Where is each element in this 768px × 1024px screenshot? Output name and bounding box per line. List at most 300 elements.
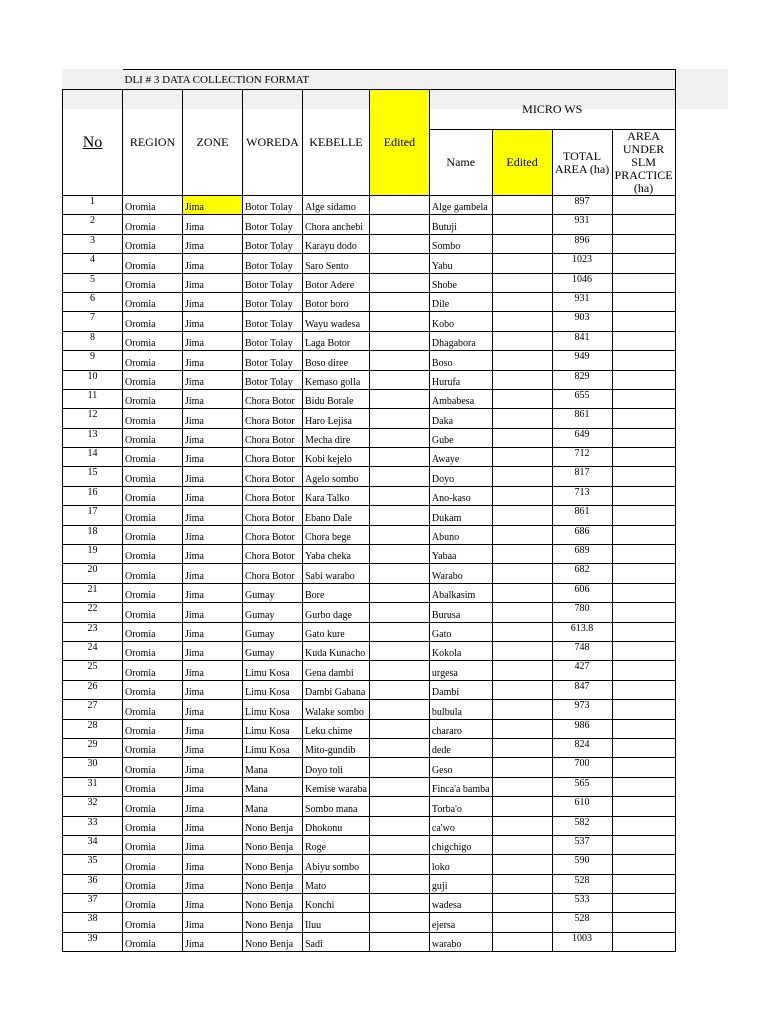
- zone-cell: Jima: [183, 855, 243, 874]
- area-slm-cell: [612, 913, 675, 932]
- total-area-cell: 533: [552, 894, 612, 913]
- region-cell: Oromia: [123, 525, 183, 544]
- kebelle-cell: Wayu wadesa: [303, 312, 370, 331]
- kebelle-cell: Kemaso golla: [303, 370, 370, 389]
- edited-cell: [369, 545, 429, 564]
- region-cell: Oromia: [123, 196, 183, 215]
- row-number: 35: [63, 855, 123, 874]
- table-row: [63, 545, 676, 564]
- micro-ws-name-cell: Dile: [429, 292, 492, 311]
- area-slm-cell: [612, 855, 675, 874]
- region-cell: Oromia: [123, 758, 183, 777]
- woreda-cell: Botor Tolay: [243, 234, 303, 253]
- region-cell: Oromia: [123, 603, 183, 622]
- table-row: [63, 797, 676, 816]
- edited-2-cell: [492, 273, 552, 292]
- data-collection-table: [62, 69, 676, 952]
- edited-2-cell: [492, 913, 552, 932]
- woreda-cell: Mana: [243, 797, 303, 816]
- edited-cell: [369, 331, 429, 350]
- row-number: 16: [63, 486, 123, 505]
- edited-2-cell: [492, 700, 552, 719]
- edited-cell: [369, 351, 429, 370]
- row-number: 9: [63, 351, 123, 370]
- region-cell: Oromia: [123, 389, 183, 408]
- region-cell: Oromia: [123, 874, 183, 893]
- edited-cell: [369, 894, 429, 913]
- edited-2-cell: [492, 874, 552, 893]
- row-number: 18: [63, 525, 123, 544]
- kebelle-cell: Ebano Dale: [303, 506, 370, 525]
- woreda-cell: Botor Tolay: [243, 215, 303, 234]
- area-slm-cell: [612, 835, 675, 854]
- kebelle-cell: Laga Botor: [303, 331, 370, 350]
- edited-2-cell: [492, 428, 552, 447]
- region-cell: Oromia: [123, 719, 183, 738]
- row-number: 11: [63, 389, 123, 408]
- edited-cell: [369, 428, 429, 447]
- micro-ws-name-cell: chigchigo: [429, 835, 492, 854]
- micro-ws-name-cell: Gato: [429, 622, 492, 641]
- zone-cell: Jima: [183, 583, 243, 602]
- header-edited: Edited: [369, 90, 429, 196]
- region-cell: Oromia: [123, 448, 183, 467]
- edited-2-cell: [492, 797, 552, 816]
- row-number: 22: [63, 603, 123, 622]
- total-area-cell: 824: [552, 738, 612, 757]
- total-area-cell: 590: [552, 855, 612, 874]
- region-cell: Oromia: [123, 641, 183, 660]
- edited-2-cell: [492, 583, 552, 602]
- row-number: 31: [63, 777, 123, 796]
- woreda-cell: Chora Botor: [243, 428, 303, 447]
- edited-cell: [369, 603, 429, 622]
- row-number: 38: [63, 913, 123, 932]
- kebelle-cell: Yaba cheka: [303, 545, 370, 564]
- table-row: [63, 389, 676, 408]
- woreda-cell: Gumay: [243, 622, 303, 641]
- kebelle-cell: Kemise waraba: [303, 777, 370, 796]
- micro-ws-name-cell: warabo: [429, 932, 492, 951]
- row-number: 8: [63, 331, 123, 350]
- woreda-cell: Limu Kosa: [243, 738, 303, 757]
- zone-cell: Jima: [183, 486, 243, 505]
- edited-2-cell: [492, 603, 552, 622]
- micro-ws-name-cell: Ano-kaso: [429, 486, 492, 505]
- kebelle-cell: Sabi warabo: [303, 564, 370, 583]
- area-slm-cell: [612, 196, 675, 215]
- zone-cell: Jima: [183, 603, 243, 622]
- kebelle-cell: Kobi kejelo: [303, 448, 370, 467]
- micro-ws-name-cell: Sombo: [429, 234, 492, 253]
- row-number: 10: [63, 370, 123, 389]
- micro-ws-name-cell: wadesa: [429, 894, 492, 913]
- zone-cell: Jima: [183, 932, 243, 951]
- edited-cell: [369, 797, 429, 816]
- kebelle-cell: Gato kure: [303, 622, 370, 641]
- row-number: 3: [63, 234, 123, 253]
- zone-cell: Jima: [183, 622, 243, 641]
- edited-2-cell: [492, 351, 552, 370]
- micro-ws-name-cell: Kobo: [429, 312, 492, 331]
- area-slm-cell: [612, 564, 675, 583]
- region-cell: Oromia: [123, 234, 183, 253]
- area-slm-cell: [612, 486, 675, 505]
- row-number: 27: [63, 700, 123, 719]
- row-number: 4: [63, 254, 123, 273]
- zone-cell: Jima: [183, 758, 243, 777]
- table-row: [63, 215, 676, 234]
- total-area-cell: 847: [552, 680, 612, 699]
- zone-cell: Jima: [183, 196, 243, 215]
- kebelle-cell: Saro Sento: [303, 254, 370, 273]
- header-woreda: WOREDA: [243, 90, 303, 196]
- micro-ws-name-cell: Dukam: [429, 506, 492, 525]
- woreda-cell: Gumay: [243, 603, 303, 622]
- area-slm-cell: [612, 661, 675, 680]
- area-slm-cell: [612, 273, 675, 292]
- edited-cell: [369, 389, 429, 408]
- total-area-cell: 1003: [552, 932, 612, 951]
- woreda-cell: Botor Tolay: [243, 331, 303, 350]
- zone-cell: Jima: [183, 545, 243, 564]
- edited-cell: [369, 506, 429, 525]
- edited-cell: [369, 913, 429, 932]
- table-row: [63, 273, 676, 292]
- edited-cell: [369, 583, 429, 602]
- table-row: [63, 855, 676, 874]
- region-cell: Oromia: [123, 680, 183, 699]
- woreda-cell: Botor Tolay: [243, 196, 303, 215]
- sheet-title: DLI # 3 DATA COLLECTION FORMAT: [123, 70, 676, 90]
- micro-ws-name-cell: Dhagabora: [429, 331, 492, 350]
- woreda-cell: Nono Benja: [243, 816, 303, 835]
- zone-cell: Jima: [183, 816, 243, 835]
- table-row: [63, 254, 676, 273]
- area-slm-cell: [612, 680, 675, 699]
- edited-2-cell: [492, 409, 552, 428]
- total-area-cell: 1023: [552, 254, 612, 273]
- header-area-slm: AREA UNDER SLM PRACTICE (ha): [612, 130, 675, 196]
- zone-cell: Jima: [183, 292, 243, 311]
- total-area-cell: 896: [552, 234, 612, 253]
- region-cell: Oromia: [123, 215, 183, 234]
- row-number: 19: [63, 545, 123, 564]
- table-row: [63, 816, 676, 835]
- row-number: 13: [63, 428, 123, 447]
- woreda-cell: Chora Botor: [243, 448, 303, 467]
- kebelle-cell: Botor boro: [303, 292, 370, 311]
- edited-2-cell: [492, 506, 552, 525]
- table-row: [63, 932, 676, 951]
- region-cell: Oromia: [123, 486, 183, 505]
- edited-2-cell: [492, 894, 552, 913]
- zone-cell: Jima: [183, 894, 243, 913]
- header-region: REGION: [123, 90, 183, 196]
- area-slm-cell: [612, 448, 675, 467]
- row-number: 24: [63, 641, 123, 660]
- area-slm-cell: [612, 777, 675, 796]
- area-slm-cell: [612, 370, 675, 389]
- region-cell: Oromia: [123, 738, 183, 757]
- kebelle-cell: Mato: [303, 874, 370, 893]
- edited-2-cell: [492, 389, 552, 408]
- woreda-cell: Limu Kosa: [243, 680, 303, 699]
- zone-cell: Jima: [183, 273, 243, 292]
- region-cell: Oromia: [123, 292, 183, 311]
- total-area-cell: 537: [552, 835, 612, 854]
- woreda-cell: Botor Tolay: [243, 273, 303, 292]
- header-micro-ws: MICRO WS: [429, 90, 675, 130]
- row-number: 6: [63, 292, 123, 311]
- total-area-cell: 713: [552, 486, 612, 505]
- row-number: 5: [63, 273, 123, 292]
- micro-ws-name-cell: loko: [429, 855, 492, 874]
- zone-cell: Jima: [183, 641, 243, 660]
- edited-2-cell: [492, 254, 552, 273]
- area-slm-cell: [612, 351, 675, 370]
- kebelle-cell: Botor Adere: [303, 273, 370, 292]
- row-number: 34: [63, 835, 123, 854]
- zone-cell: Jima: [183, 913, 243, 932]
- kebelle-cell: Dambi Gabana: [303, 680, 370, 699]
- region-cell: Oromia: [123, 312, 183, 331]
- region-cell: Oromia: [123, 583, 183, 602]
- woreda-cell: Chora Botor: [243, 409, 303, 428]
- zone-cell: Jima: [183, 506, 243, 525]
- edited-cell: [369, 719, 429, 738]
- area-slm-cell: [612, 215, 675, 234]
- area-slm-cell: [612, 894, 675, 913]
- area-slm-cell: [612, 409, 675, 428]
- total-area-cell: 780: [552, 603, 612, 622]
- total-area-cell: 686: [552, 525, 612, 544]
- woreda-cell: Nono Benja: [243, 855, 303, 874]
- row-number: 7: [63, 312, 123, 331]
- table-row: [63, 622, 676, 641]
- edited-2-cell: [492, 855, 552, 874]
- total-area-cell: 649: [552, 428, 612, 447]
- zone-cell: Jima: [183, 448, 243, 467]
- kebelle-cell: Agelo sombo: [303, 467, 370, 486]
- micro-ws-name-cell: Dambi: [429, 680, 492, 699]
- woreda-cell: Mana: [243, 758, 303, 777]
- region-cell: Oromia: [123, 700, 183, 719]
- micro-ws-name-cell: chararo: [429, 719, 492, 738]
- kebelle-cell: Leku chime: [303, 719, 370, 738]
- total-area-cell: 861: [552, 409, 612, 428]
- area-slm-cell: [612, 700, 675, 719]
- woreda-cell: Gumay: [243, 641, 303, 660]
- edited-cell: [369, 874, 429, 893]
- edited-2-cell: [492, 292, 552, 311]
- blank-corner: [63, 70, 123, 90]
- edited-cell: [369, 409, 429, 428]
- woreda-cell: Chora Botor: [243, 525, 303, 544]
- area-slm-cell: [612, 874, 675, 893]
- kebelle-cell: Kuda Kunacho: [303, 641, 370, 660]
- area-slm-cell: [612, 506, 675, 525]
- table-row: [63, 486, 676, 505]
- woreda-cell: Nono Benja: [243, 913, 303, 932]
- kebelle-cell: Boso diree: [303, 351, 370, 370]
- header-no: No: [63, 90, 123, 196]
- table-row: [63, 351, 676, 370]
- edited-cell: [369, 486, 429, 505]
- total-area-cell: 528: [552, 913, 612, 932]
- micro-ws-name-cell: Shobe: [429, 273, 492, 292]
- total-area-cell: 949: [552, 351, 612, 370]
- edited-2-cell: [492, 312, 552, 331]
- region-cell: Oromia: [123, 913, 183, 932]
- area-slm-cell: [612, 603, 675, 622]
- row-number: 37: [63, 894, 123, 913]
- micro-ws-name-cell: Doyo: [429, 467, 492, 486]
- table-row: [63, 680, 676, 699]
- edited-cell: [369, 196, 429, 215]
- header-edited-2: Edited: [492, 130, 552, 196]
- row-number: 20: [63, 564, 123, 583]
- total-area-cell: 655: [552, 389, 612, 408]
- area-slm-cell: [612, 525, 675, 544]
- woreda-cell: Botor Tolay: [243, 254, 303, 273]
- zone-cell: Jima: [183, 312, 243, 331]
- kebelle-cell: Chora bege: [303, 525, 370, 544]
- row-number: 2: [63, 215, 123, 234]
- zone-cell: Jima: [183, 835, 243, 854]
- region-cell: Oromia: [123, 932, 183, 951]
- total-area-cell: 829: [552, 370, 612, 389]
- region-cell: Oromia: [123, 797, 183, 816]
- micro-ws-name-cell: Finca'a bamba: [429, 777, 492, 796]
- kebelle-cell: Haro Lejisa: [303, 409, 370, 428]
- region-cell: Oromia: [123, 777, 183, 796]
- area-slm-cell: [612, 254, 675, 273]
- kebelle-cell: Roge: [303, 835, 370, 854]
- edited-2-cell: [492, 758, 552, 777]
- edited-2-cell: [492, 215, 552, 234]
- row-number: 17: [63, 506, 123, 525]
- zone-cell: Jima: [183, 525, 243, 544]
- region-cell: Oromia: [123, 835, 183, 854]
- edited-cell: [369, 700, 429, 719]
- total-area-cell: 1046: [552, 273, 612, 292]
- woreda-cell: Chora Botor: [243, 506, 303, 525]
- edited-2-cell: [492, 467, 552, 486]
- edited-cell: [369, 292, 429, 311]
- kebelle-cell: Doyo toli: [303, 758, 370, 777]
- table-row: [63, 370, 676, 389]
- row-number: 14: [63, 448, 123, 467]
- table-row: [63, 409, 676, 428]
- woreda-cell: Chora Botor: [243, 486, 303, 505]
- region-cell: Oromia: [123, 370, 183, 389]
- woreda-cell: Nono Benja: [243, 894, 303, 913]
- table-row: [63, 661, 676, 680]
- micro-ws-name-cell: Gube: [429, 428, 492, 447]
- header-total-area: TOTAL AREA (ha): [552, 130, 612, 196]
- zone-cell: Jima: [183, 331, 243, 350]
- total-area-cell: 973: [552, 700, 612, 719]
- row-number: 28: [63, 719, 123, 738]
- region-cell: Oromia: [123, 273, 183, 292]
- kebelle-cell: Konchi: [303, 894, 370, 913]
- micro-ws-name-cell: Daka: [429, 409, 492, 428]
- edited-2-cell: [492, 661, 552, 680]
- kebelle-cell: Dhokonu: [303, 816, 370, 835]
- edited-cell: [369, 641, 429, 660]
- row-number: 15: [63, 467, 123, 486]
- edited-cell: [369, 448, 429, 467]
- region-cell: Oromia: [123, 816, 183, 835]
- zone-cell: Jima: [183, 409, 243, 428]
- region-cell: Oromia: [123, 661, 183, 680]
- edited-cell: [369, 738, 429, 757]
- row-number: 33: [63, 816, 123, 835]
- table-row: [63, 312, 676, 331]
- region-cell: Oromia: [123, 351, 183, 370]
- zone-cell: Jima: [183, 254, 243, 273]
- edited-cell: [369, 564, 429, 583]
- table-row: [63, 196, 676, 215]
- zone-cell: Jima: [183, 370, 243, 389]
- total-area-cell: 613.8: [552, 622, 612, 641]
- edited-2-cell: [492, 448, 552, 467]
- table-row: [63, 874, 676, 893]
- zone-cell: Jima: [183, 680, 243, 699]
- area-slm-cell: [612, 389, 675, 408]
- edited-2-cell: [492, 622, 552, 641]
- edited-cell: [369, 215, 429, 234]
- kebelle-cell: Bidu Borale: [303, 389, 370, 408]
- micro-ws-name-cell: Awaye: [429, 448, 492, 467]
- total-area-cell: 897: [552, 196, 612, 215]
- kebelle-cell: Walake sombo: [303, 700, 370, 719]
- edited-cell: [369, 932, 429, 951]
- kebelle-cell: Sombo mana: [303, 797, 370, 816]
- region-cell: Oromia: [123, 564, 183, 583]
- total-area-cell: 712: [552, 448, 612, 467]
- table-row: [63, 448, 676, 467]
- zone-cell: Jima: [183, 777, 243, 796]
- region-cell: Oromia: [123, 467, 183, 486]
- edited-cell: [369, 777, 429, 796]
- table-row: [63, 758, 676, 777]
- region-cell: Oromia: [123, 894, 183, 913]
- row-number: 12: [63, 409, 123, 428]
- table-row: [63, 913, 676, 932]
- area-slm-cell: [612, 622, 675, 641]
- kebelle-cell: Sadi: [303, 932, 370, 951]
- row-number: 36: [63, 874, 123, 893]
- zone-cell: Jima: [183, 389, 243, 408]
- edited-2-cell: [492, 331, 552, 350]
- total-area-cell: 528: [552, 874, 612, 893]
- total-area-cell: 700: [552, 758, 612, 777]
- total-area-cell: 748: [552, 641, 612, 660]
- edited-2-cell: [492, 525, 552, 544]
- woreda-cell: Mana: [243, 777, 303, 796]
- edited-2-cell: [492, 370, 552, 389]
- micro-ws-name-cell: Geso: [429, 758, 492, 777]
- zone-cell: Jima: [183, 797, 243, 816]
- edited-cell: [369, 622, 429, 641]
- total-area-cell: 986: [552, 719, 612, 738]
- kebelle-cell: Gena dambi: [303, 661, 370, 680]
- table-row: [63, 331, 676, 350]
- table-row: [63, 777, 676, 796]
- area-slm-cell: [612, 641, 675, 660]
